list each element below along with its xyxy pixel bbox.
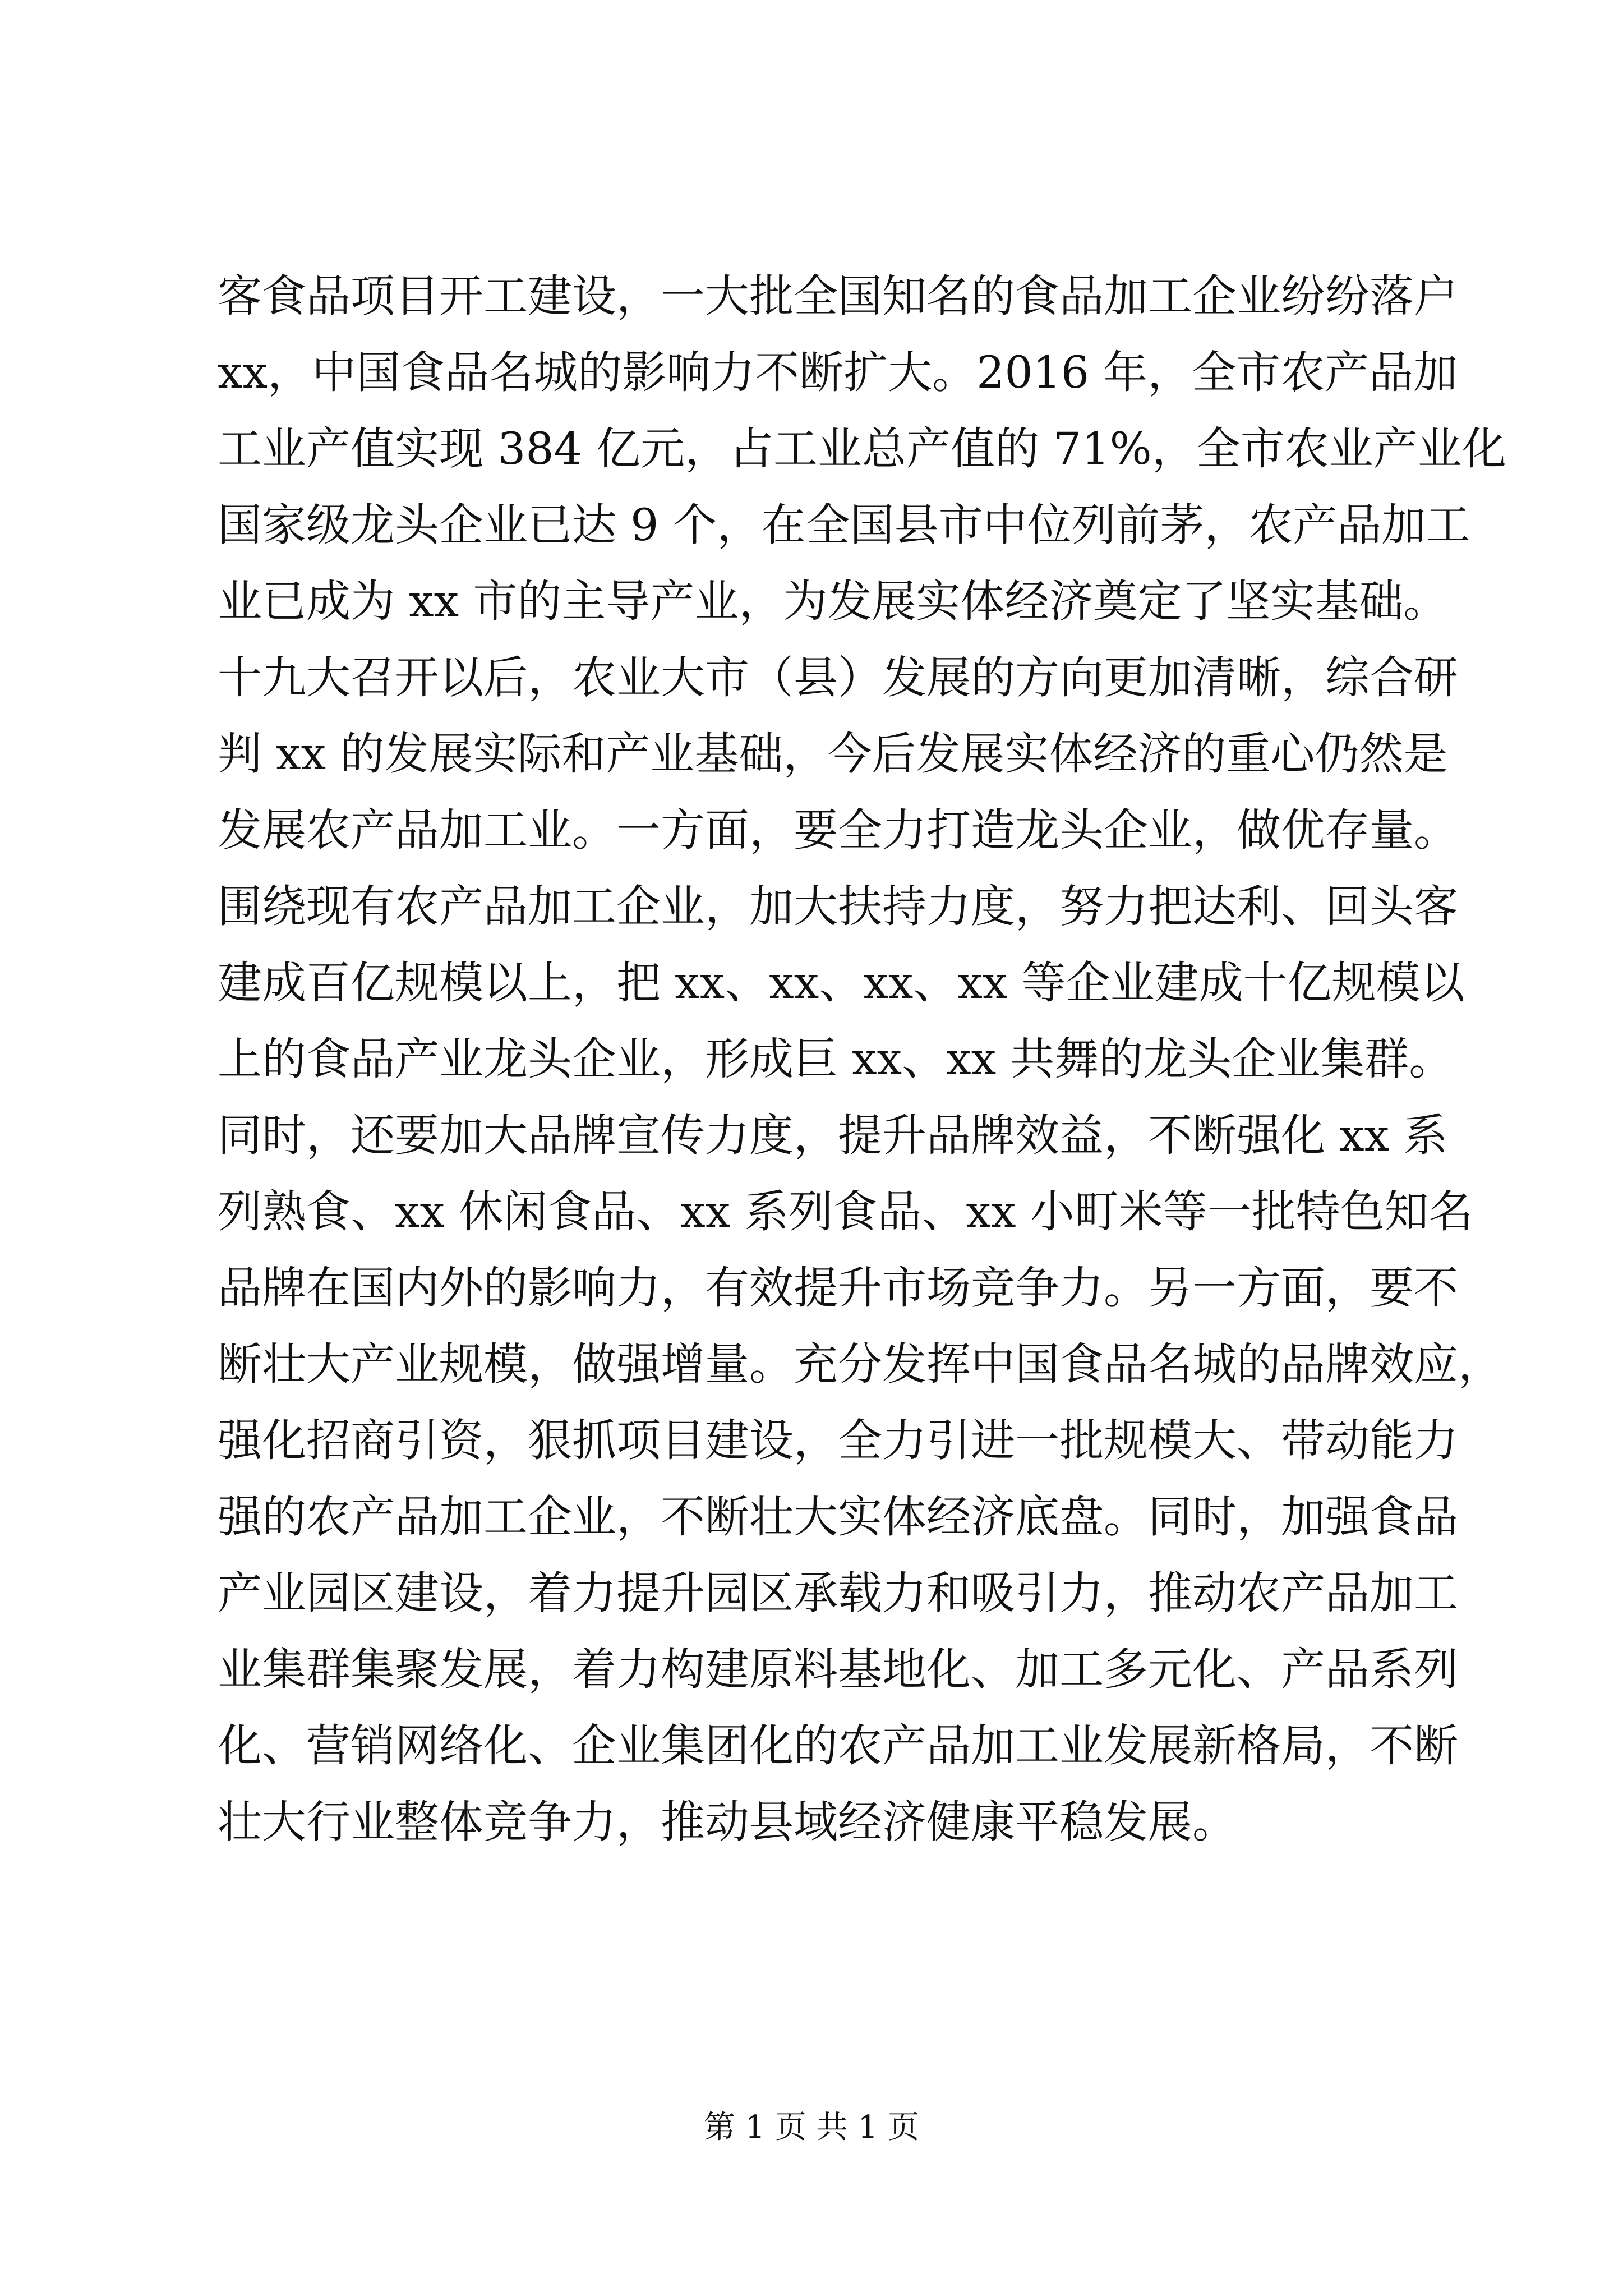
text-line: 客食品项目开工建设，一大批全国知名的食品加工企业纷纷落户: [218, 270, 1458, 322]
page-footer: [0, 2108, 1623, 2147]
text-line: 上的食品产业龙头企业，形成巨 xx、xx 共舞的龙头企业集群。: [218, 1033, 1454, 1085]
text-line: 国家级龙头企业已达 9 个，在全国县市中位列前茅，农产品加工: [218, 499, 1470, 551]
text-line: xx，中国食品名城的影响力不断扩大。2016 年，全市农产品加: [218, 347, 1458, 398]
text-line: 列熟食、xx 休闲食品、xx 系列食品、xx 小町米等一批特色知名: [218, 1186, 1473, 1237]
text-line: 业已成为 xx 市的主导产业，为发展实体经济奠定了坚实基础。: [218, 576, 1448, 627]
text-line: 判 xx 的发展实际和产业基础，今后发展实体经济的重心仍然是: [218, 728, 1448, 780]
text-line: 业集群集聚发展，着力构建原料基地化、加工多元化、产品系列: [218, 1644, 1458, 1695]
text-line: 化、营销网络化、企业集团化的农产品加工业发展新格局，不断: [218, 1720, 1458, 1772]
page-number: 第 1 页 共 1 页: [703, 2109, 920, 2146]
text-line: 壮大行业整体竞争力，推动县域经济健康平稳发展。: [218, 1796, 1237, 1848]
text-line: 强化招商引资，狠抓项目建设，全力引进一批规模大、带动能力: [218, 1415, 1458, 1466]
text-line: 围绕现有农产品加工企业，加大扶持力度，努力把达利、回头客: [218, 881, 1458, 932]
text-line: 强的农产品加工企业，不断壮大实体经济底盘。同时，加强食品: [218, 1491, 1458, 1543]
text-line: 建成百亿规模以上，把 xx、xx、xx、xx 等企业建成十亿规模以: [218, 957, 1465, 1009]
text-line: 断壮大产业规模，做强增量。充分发挥中国食品名城的品牌效应，: [218, 1338, 1502, 1390]
text-line: 产业园区建设，着力提升园区承载力和吸引力，推动农产品加工: [218, 1567, 1458, 1619]
text-line: 发展农产品加工业。一方面，要全力打造龙头企业，做优存量。: [218, 804, 1458, 856]
body-paragraph: [218, 258, 1506, 1860]
text-line: 十九大召开以后，农业大市（县）发展的方向更加清晰，综合研: [218, 652, 1458, 703]
text-line: 同时，还要加大品牌宣传力度，提升品牌效益，不断强化 xx 系: [218, 1110, 1448, 1161]
text-line: 工业产值实现 384 亿元，占工业总产值的 71%，全市农业产业化: [218, 423, 1506, 475]
text-line: 品牌在国内外的影响力，有效提升市场竞争力。另一方面，要不: [218, 1262, 1458, 1314]
